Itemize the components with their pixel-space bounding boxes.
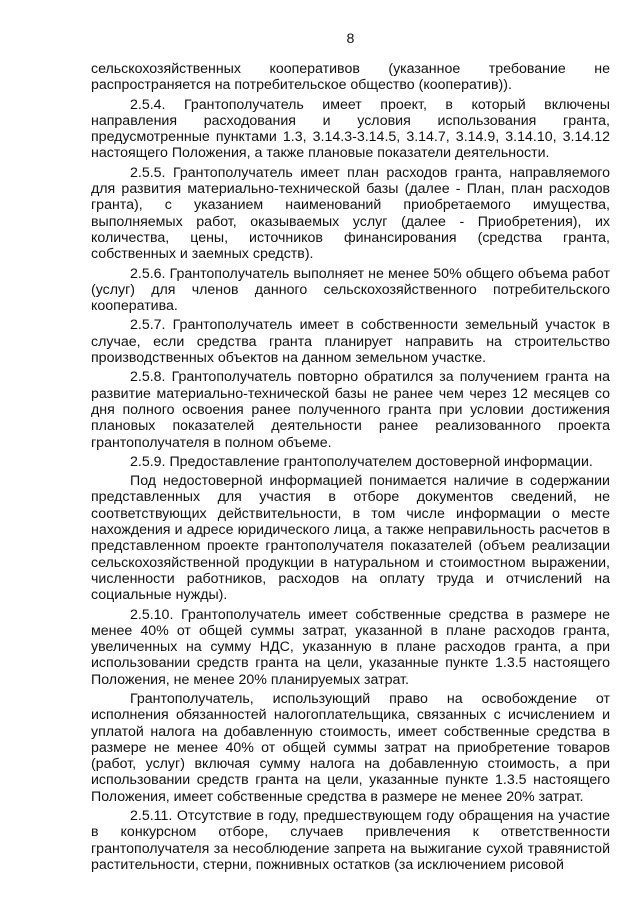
- paragraph-2-5-4: 2.5.4. Грантополучатель имеет проект, в который включены направления расходования и условия использования гранта, предусмотренные пунктами 1.3, 3.14.3-3.14.5, 3.14.7, 3.14.9, 3.14.10, 3.14.12 настоящего Положения, а также плановые показатели деятельности.: [91, 96, 610, 162]
- paragraph-2-5-8: 2.5.8. Грантополучатель повторно обратился за получением гранта на развитие материально-технической базы не ранее чем через 12 месяцев со дня полного освоения ранее полученного гранта при условии достижения плановых показателей деятельности ранее реализованного проекта грантополучателя в полном объеме.: [91, 369, 610, 451]
- paragraph-2-5-10: 2.5.10. Грантополучатель имеет собственные средства в размере не менее 40% от общей суммы затрат, указанной в плане расходов гранта, увеличенных на сумму НДС, указанную в плане расходов гранта, а при использовании средств гранта на цели, указанные пункте 1.3.5 настоящего Положения, не менее 20% планируемых затрат.: [91, 606, 610, 688]
- paragraph-2-5-5: 2.5.5. Грантополучатель имеет план расходов гранта, направляемого для развития материально-технической базы (далее - План, план расходов гранта), с указанием наименований приобретаемого имущества, выполняемых работ, оказываемых услуг (далее - Приобретения), их количества, цены, источников финансирования (средства гранта, собственных и заемных средств).: [91, 164, 610, 263]
- paragraph: сельскохозяйственных кооперативов (указанное требование не распространяется на потребительское общество (кооператив)).: [91, 61, 610, 94]
- paragraph-2-5-6: 2.5.6. Грантополучатель выполняет не менее 50% общего объема работ (услуг) для членов данного сельскохозяйственного потребительского кооператива.: [91, 265, 610, 315]
- paragraph-2-5-7: 2.5.7. Грантополучатель имеет в собственности земельный участок в случае, если средства гранта планирует направить на строительство производственных объектов на данном земельном участке.: [91, 317, 610, 367]
- document-body: [91, 61, 610, 873]
- paragraph-2-5-11: 2.5.11. Отсутствие в году, предшествующем году обращения на участие в конкурсном отборе, случаев привлечения к ответственности грантополучателя за несоблюдение запрета на выжигание сухой травянистой растительности, стерни, пожнивных остатков (за исключением рисовой: [91, 808, 610, 873]
- paragraph-2-5-9: 2.5.9. Предоставление грантополучателем достоверной информации.: [130, 453, 593, 470]
- paragraph-false-info-definition: Под недостоверной информацией понимается наличие в содержании представленных для участия в отборе документов сведений, не соответствующих действительности, в том числе информации о месте нахождения и адресе юридического лица, а также неправильность расчетов в представленном проекте грантополучателя показателей (объем реализации сельскохозяйственной продукции в натуральном и стоимостном выражении, численности работников, расходов на оплату труда и отчислений на социальные нужды).: [91, 473, 610, 604]
- page-number: 8: [346, 31, 355, 47]
- paragraph-vat-exemption: Грантополучатель, использующий право на освобождение от исполнения обязанностей налогоплательщика, связанных с исчислением и уплатой налога на добавленную стоимость, имеет собственные средства в размере не менее 40% от общей суммы затрат на приобретение товаров (работ, услуг) включая сумму налога на добавленную стоимость, а при использовании средств гранта на цели, указанные пункте 1.3.5 настоящего Положения, имеет собственные средства в размере не менее 20% затрат.: [91, 690, 610, 805]
